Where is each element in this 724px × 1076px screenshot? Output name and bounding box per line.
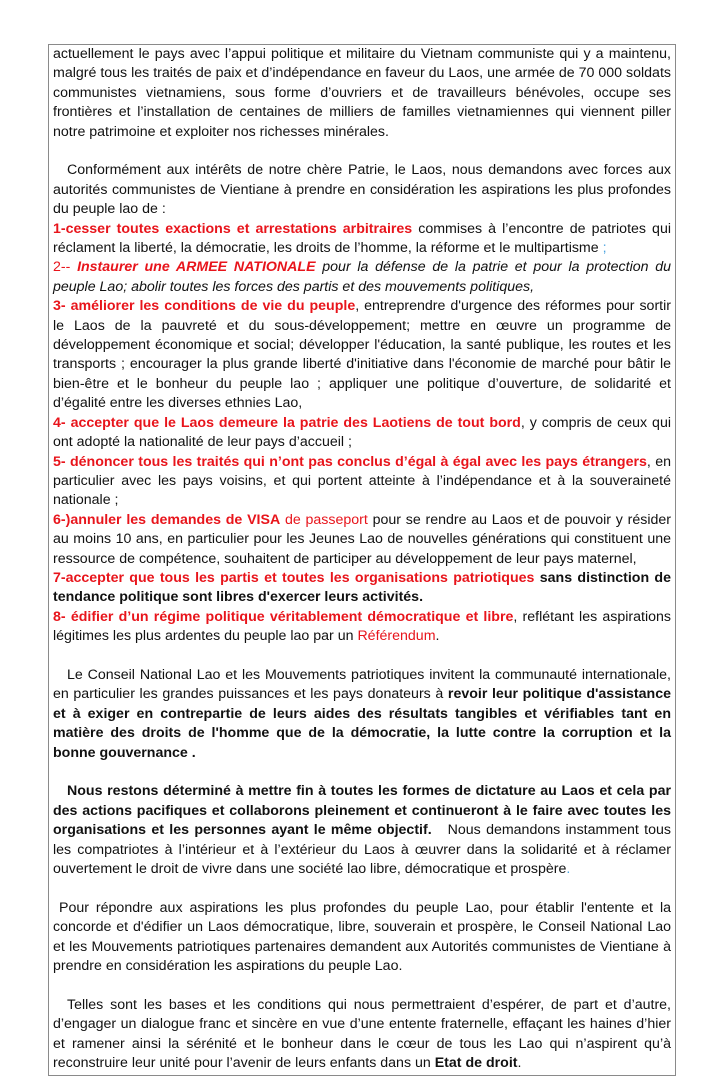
demand-4-lead: 4- accepter que le Laos demeure la patrie des Laotiens de tout bord [53,414,521,431]
demand-8-lead: 8- édifier d’un régime politique véritablement démocratique et libre [53,608,514,625]
demand-item-4 [53,414,671,453]
demand-5-text: , en particulier avec les pays voisins, et qui portent atteinte à l’indépendance et à la souveraineté nationale ; [53,453,671,509]
spacer [53,976,671,995]
determination-bold-text: Nous restons déterminé à mettre fin à toutes les formes de dictature au Laos et cela par des actions pacifiques et collaborons pleinement et continueront à le faire avec toutes les organisations et les personnes ayant le même objectif. [53,783,671,839]
conseil-text: Le Conseil National Lao et les Mouvements patriotiques invitent la communauté internationale, en particulier les grandes puissances et les pays donateurs à [53,666,671,703]
closing-paragraph [53,996,671,1074]
demand-8-end: . [435,628,440,645]
demand-2-number: 2-- [53,259,78,276]
closing-text: Telles sont les bases et les conditions qui nous permettraient d’espérer, de part et d’autre, d’engager un dialogue franc et sincère en vue d’une entente fraternelle, effaçant les haines d’hier et ramener ainsi la sérénité et le bonheur dans le cœur de tous les Lao qui n’aspirent qu’à reconstruire leur unité pour l’avenir de leurs enfants dans un [53,996,671,1072]
demand-item-5 [53,453,671,511]
demand-item-7 [53,569,671,608]
demand-8-text: , reflétant les aspirations légitimes les plus ardentes du peuple lao par un [53,608,672,645]
closing-end: . [517,1055,522,1072]
spacer [53,142,671,161]
determination-end: . [566,861,571,878]
spacer [53,879,671,898]
spacer [53,647,671,666]
demand-item-3 [53,297,671,413]
demand-2-text: pour la défense de la patrie et pour la protection du peuple Lao; abolir toutes les forces des partis et des mouvements politiques, [53,259,672,295]
demand-4-text: , y compris de ceux qui ont adopté la nationalité de leur pays d’accueil ; [53,414,671,451]
closing-bold-text: Etat de droit [434,1055,518,1072]
demand-3-text: , entreprendre d'urgence des réformes pour sortir le Laos de la pauvreté et du sous-développement; mettre en œuvre un programme de développement économique et social; développer l'éducation, la santé publique, les routes et les transports ; encourager la plus grande liberté d'initiative dans l'économie de marché pour bâtir le bien-être et le bonheur du peuple lao ; appliquer une politique d’ouverture, de solidarité et d’égalité entre les diverses ethnies Lao, [53,298,671,412]
demand-1-trail: ; [602,240,607,257]
demand-1-text: commises à l’encontre de patriotes qui réclament la liberté, la démocratie, les droits de l’homme, la réforme et le multipartisme [53,220,671,257]
response-paragraph: Pour répondre aux aspirations les plus profondes du peuple Lao, pour établir l'entente et la concorde et d'édifier un Laos démocratique, libre, souverain et prospère, le Conseil National Lao et les Mouvements patriotiques partenaires demandent aux Autorités communistes de Vientiane à prendre en considération les aspirations du peuple Lao. [53,899,671,975]
demand-7-lead: 7-accepter que tous les partis et toutes les organisations patriotiques [53,569,535,586]
demand-item-6 [53,511,671,569]
demand-3-lead: 3- améliorer les conditions de vie du peuple [53,298,356,315]
conseil-paragraph [53,666,671,763]
document-page [48,44,676,1076]
demand-1-lead: 1-cesser toutes exactions et arrestations arbitraires [53,220,413,237]
demand-2-lead: Instaurer une ARMEE NATIONALE [77,259,316,276]
demand-6-lead: 6-)annuler les demandes de VISA [53,511,281,528]
demand-6-text: pour se rendre au Laos et de pouvoir y résider au moins 10 ans, en particulier pour les Jeunes Lao de nouvelles générations qui constituent une ressource de compétence, souhaitent de participer au développement de leur pays maternel, [53,511,671,567]
intro-paragraph: actuellement le pays avec l’appui politique et militaire du Vietnam communiste qui y a maintenu, malgré tous les traités de paix et d’indépendance en faveur du Laos, une armée de 70 000 soldats communistes vietnamiens, sous forme d’ouvriers et de travailleurs bénévoles, occupe ses frontières et l’installation de centaines de milliers de familles vietnamiennes qui viennent piller notre patrimoine et exploiter nos richesses minérales. [53,46,671,140]
spacer [53,763,671,782]
demand-item-2 [53,258,671,297]
demand-7-bold-text: sans distinction de tendance politique sont libres d'exercer leurs activités. [53,569,671,606]
demand-5-lead: 5- dénoncer tous les traités qui n’ont pas conclus d’égal à égal avec les pays étrangers [53,453,647,470]
determination-paragraph [53,782,675,879]
demand-item-8 [53,608,671,647]
demand-item-1 [53,220,671,259]
demands-intro-paragraph: Conformément aux intérêts de notre chère Patrie, le Laos, nous demandons avec forces aux autorités communistes de Vientiane à prendre en considération les aspirations les plus profondes du peuple lao de : [53,162,671,218]
determination-text: Nous demandons instamment tous les compatriotes à l’intérieur et à l’extérieur du Laos à œuvrer dans la solidarité et à réclamer ouvertement le droit de vivre dans une société lao libre, démocratique et prospère [53,822,675,878]
demand-6-red-text: de passeport [280,511,368,528]
conseil-bold-text: revoir leur politique d'assistance et à exiger en contrepartie de leurs aides des résultats tangibles et vérifiables tant en matière des droits de l'homme que de la démocratie, la lutte contre la corruption et la bonne gouvernance . [53,686,671,761]
demand-8-referendum: Référendum [357,628,436,645]
